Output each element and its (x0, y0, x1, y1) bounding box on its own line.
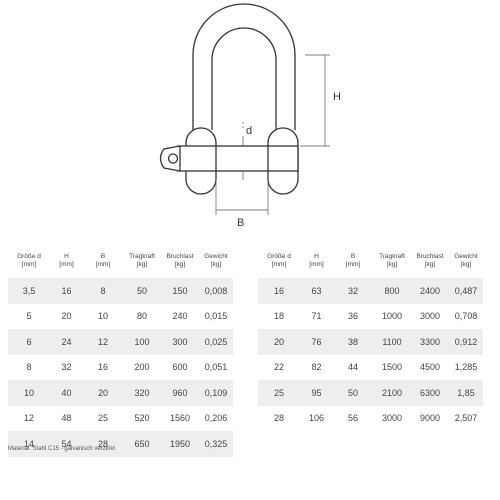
table-cell: 12 (83, 329, 123, 355)
column-header-title: H (314, 252, 319, 260)
table-cell: 3000 (373, 406, 411, 432)
table-cell: 20 (50, 304, 83, 330)
column-header (8, 243, 50, 278)
table-cell: 200 (123, 355, 161, 381)
table-cell: 16 (83, 355, 123, 381)
header-row (8, 243, 233, 278)
column-header-unit: [kg] (136, 260, 148, 268)
column-header-unit: [mm] (59, 260, 74, 268)
column-header-unit: [kg] (424, 260, 436, 268)
table-row (8, 431, 233, 457)
h-label: H (333, 91, 341, 103)
table-row (8, 380, 233, 406)
table-cell: 960 (161, 380, 199, 406)
table-cell: 150 (161, 278, 199, 304)
table-cell: 10 (83, 304, 123, 330)
column-header-title: B (100, 252, 106, 260)
table-cell: 3300 (411, 329, 449, 355)
column-header-unit: [mm] (309, 260, 324, 268)
table-cell: 25 (83, 406, 123, 432)
column-header (123, 243, 161, 278)
table-cell: 240 (161, 304, 199, 330)
table-cell: 56 (333, 406, 373, 432)
column-header (411, 243, 449, 278)
table-cell: 0,206 (199, 406, 233, 432)
column-header-unit: [mm] (21, 260, 37, 268)
header-row (258, 243, 483, 278)
table-cell: 320 (123, 380, 161, 406)
column-header-title: H (64, 252, 69, 260)
column-header (449, 243, 483, 278)
table-cell: 0,051 (199, 355, 233, 381)
table-cell: 1560 (161, 406, 199, 432)
column-header (161, 243, 199, 278)
column-header-title: B (350, 252, 356, 260)
table-cell: 5 (8, 304, 50, 330)
table-cell: 0,015 (199, 304, 233, 330)
table-cell: 0,912 (449, 329, 483, 355)
table-cell: 800 (373, 278, 411, 304)
column-header-unit: [kg] (386, 260, 398, 268)
table-cell: 38 (333, 329, 373, 355)
column-header (50, 243, 83, 278)
table-cell: 100 (123, 329, 161, 355)
table-cell: 3000 (411, 304, 449, 330)
table-cell: 32 (50, 355, 83, 381)
table-cell: 2400 (411, 278, 449, 304)
table-cell: 20 (83, 380, 123, 406)
column-header-title: Tragkraft (129, 252, 155, 260)
column-header-unit: [mm] (271, 260, 287, 268)
column-header-title: Bruchlast (416, 252, 444, 260)
table-cell: 82 (300, 355, 333, 381)
table-cell: 0,025 (199, 329, 233, 355)
table-header (8, 243, 233, 278)
table-cell: 1100 (373, 329, 411, 355)
table-cell: 80 (123, 304, 161, 330)
table-cell: 6300 (411, 380, 449, 406)
table-cell: 520 (123, 406, 161, 432)
column-header-unit: [mm] (95, 260, 111, 268)
table-row (258, 329, 483, 355)
table-cell: 8 (8, 355, 50, 381)
column-header-title: Größe d (17, 252, 41, 260)
table-cell: 50 (333, 380, 373, 406)
column-header-unit: [kg] (210, 260, 222, 268)
table-cell: 600 (161, 355, 199, 381)
column-header (258, 243, 300, 278)
table-cell: 36 (333, 304, 373, 330)
spec-table-right (258, 243, 483, 431)
table-cell: 32 (333, 278, 373, 304)
column-header-title: Gewicht (204, 252, 228, 260)
column-header-unit: [kg] (174, 260, 186, 268)
table-cell: 8 (83, 278, 123, 304)
table-cell: 1500 (373, 355, 411, 381)
table-cell: 650 (123, 431, 161, 457)
table-cell: 95 (300, 380, 333, 406)
table-body (258, 278, 483, 431)
table-cell: 44 (333, 355, 373, 381)
material-footnote: Material: Stahl C15 - galvanisch verzinkt (8, 446, 116, 452)
table-cell: 28 (258, 406, 300, 432)
table-cell: 1,285 (449, 355, 483, 381)
table-cell: 28 (83, 431, 123, 457)
table-cell: 20 (258, 329, 300, 355)
table-cell: 0,325 (199, 431, 233, 457)
table-cell: 2100 (373, 380, 411, 406)
table-cell: 3,5 (8, 278, 50, 304)
table-cell: 16 (50, 278, 83, 304)
table-cell: 0,708 (449, 304, 483, 330)
column-header-title: Größe d (267, 252, 291, 260)
column-header (373, 243, 411, 278)
shackle-diagram (0, 0, 500, 230)
table-cell: 1950 (161, 431, 199, 457)
table-cell: 14 (8, 431, 50, 457)
table-cell: 25 (258, 380, 300, 406)
table-cell: 6 (8, 329, 50, 355)
table-cell: 2,507 (449, 406, 483, 432)
table-row (8, 304, 233, 330)
table-cell: 300 (161, 329, 199, 355)
table-row (8, 355, 233, 381)
column-header-unit: [mm] (345, 260, 361, 268)
table-cell: 40 (50, 380, 83, 406)
table-cell: 12 (8, 406, 50, 432)
table-cell: 0,487 (449, 278, 483, 304)
table-cell: 0,008 (199, 278, 233, 304)
table-cell: 24 (50, 329, 83, 355)
table-header (258, 243, 483, 278)
column-header-unit: [kg] (460, 260, 472, 268)
table-row (258, 355, 483, 381)
table-row (258, 406, 483, 432)
column-header (83, 243, 123, 278)
table-cell: 18 (258, 304, 300, 330)
table-row (258, 380, 483, 406)
d-label: d (246, 125, 253, 137)
spec-table-left (8, 243, 233, 457)
column-header-title: Bruchlast (166, 252, 194, 260)
table-cell: 16 (258, 278, 300, 304)
table-body (8, 278, 233, 457)
column-header-title: Gewicht (454, 252, 478, 260)
table-row (8, 406, 233, 432)
table-row (8, 329, 233, 355)
table-cell: 22 (258, 355, 300, 381)
table-row (8, 278, 233, 304)
table-cell: 1,85 (449, 380, 483, 406)
table-cell: 54 (50, 431, 83, 457)
table-cell: 10 (8, 380, 50, 406)
table-cell: 71 (300, 304, 333, 330)
table-cell: 48 (50, 406, 83, 432)
table-cell: 9000 (411, 406, 449, 432)
table-cell: 4500 (411, 355, 449, 381)
column-header (199, 243, 233, 278)
table-cell: 50 (123, 278, 161, 304)
table-cell: 0,109 (199, 380, 233, 406)
table-cell: 1000 (373, 304, 411, 330)
table-row (258, 278, 483, 304)
column-header (300, 243, 333, 278)
table-row (258, 304, 483, 330)
column-header (333, 243, 373, 278)
table-cell: 63 (300, 278, 333, 304)
shackle-drawing (161, 4, 299, 194)
table-cell: 106 (300, 406, 333, 432)
b-label: B (237, 217, 245, 229)
table-cell: 76 (300, 329, 333, 355)
column-header-title: Tragkraft (379, 252, 405, 260)
